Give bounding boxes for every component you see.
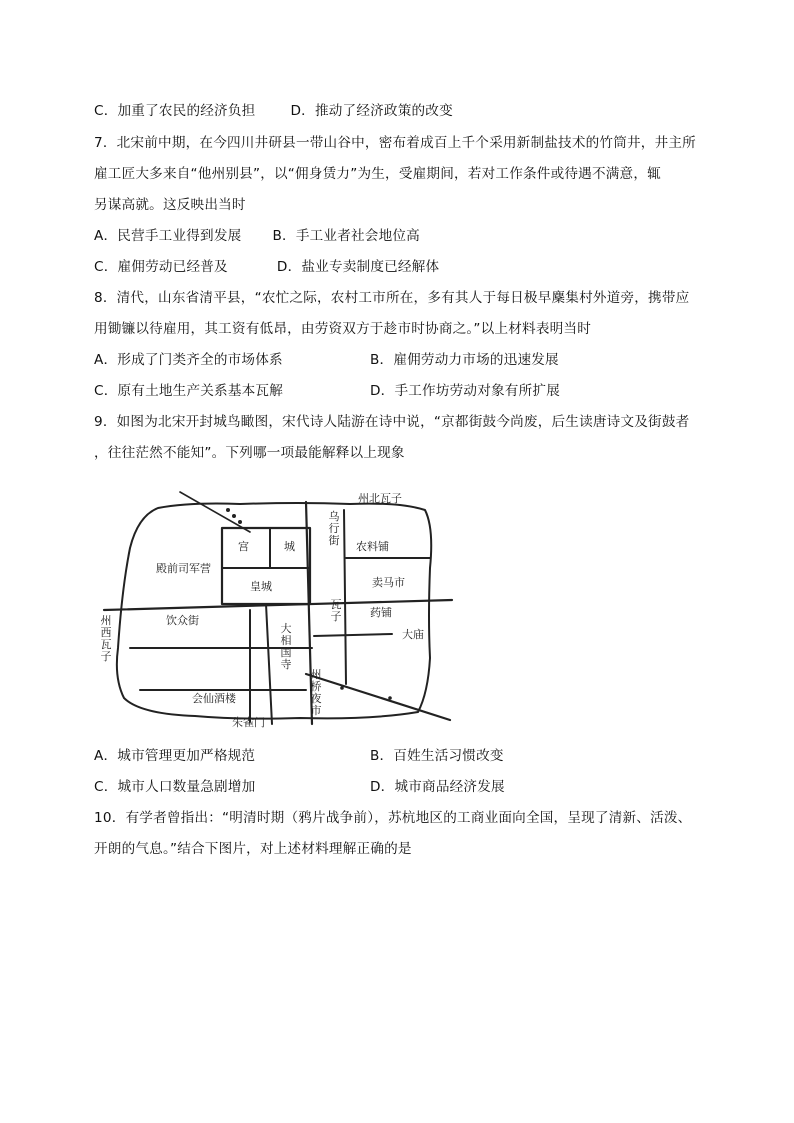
label-zhouxi-wazi: 州西瓦子 <box>100 614 112 663</box>
label-wuxing-jie <box>329 509 340 547</box>
q7-options-row-1 <box>94 226 420 246</box>
label-huixian-jiulou: 会仙酒楼 <box>192 692 236 705</box>
street-main-east-west <box>104 600 452 610</box>
label-zhouqiao-yeshi: 州桥夜市 <box>310 668 322 717</box>
q7-option-d: D．盐业专卖制度已经解体 <box>276 259 440 275</box>
q6-option-d: D．推动了经济政策的改变 <box>290 103 453 119</box>
street-wuxing <box>344 510 346 684</box>
label-maima-shi: 卖马市 <box>372 576 405 589</box>
q8-option-d: D．手工作坊劳动对象有所扩展 <box>370 383 560 399</box>
q6-options <box>94 101 453 121</box>
q9-option-d: D．城市商品经济发展 <box>370 779 505 795</box>
label-zhoubei-wazi: 州北瓦子 <box>358 492 402 505</box>
label-da-xiangguo-si: 大相国寺 <box>280 622 292 671</box>
label-huangcheng: 皇城 <box>250 580 272 593</box>
street-north-south-west <box>266 604 272 724</box>
q9-option-c: C．城市人口数量急剧增加 <box>94 779 256 795</box>
q8-stem-line-2: 用锄镰以待雇用，其工资有低昂，由劳资双方于趁市时协商之。”以上材料表明当时 <box>94 321 592 337</box>
q7-option-a: A．民营手工业得到发展 <box>94 228 242 244</box>
q7-stem-line-2: 雇工匠大多来自“他州别县”，以“佣身赁力”为生，受雇期间，若对工作条件或待遇不满意，辄 <box>94 166 661 182</box>
river-bianhe <box>180 492 250 532</box>
q7-option-b: B．手工业者社会地位高 <box>272 228 420 244</box>
q10-stem-line-1: 10．有学者曾指出：“明清时期（鸦片战争前），苏杭地区的工商业面向全国，呈现了清新、活泼、 <box>94 810 692 826</box>
q7-option-c: C．雇佣劳动已经普及 <box>94 259 228 275</box>
label-yao-pu: 药铺 <box>370 606 392 619</box>
label-da-miao: 大庙 <box>402 628 424 641</box>
label-wazi: 瓦子 <box>330 598 342 623</box>
q7-options-row-2 <box>94 257 439 277</box>
label-yinzhong-jie: 饮众街 <box>166 614 199 627</box>
q9-stem-line-2: ，往往茫然不能知”。下列哪一项最能解释以上现象 <box>94 445 405 461</box>
svg-text:乌行街: 乌行街 <box>328 510 340 547</box>
label-nongliao-pu: 农料铺 <box>356 540 389 553</box>
q8-stem-line-1: 8．清代，山东省清平县，“农忙之际，农村工市所在，多有其人于每日极早麇集村外道旁，携带应 <box>94 290 690 306</box>
q6-option-c: C．加重了农民的经济负担 <box>94 103 256 119</box>
q7-stem-line-1: 7．北宋前中期，在今四川井研县一带山谷中，密布着成百上千个采用新制盐技术的竹筒井，井主所 <box>94 135 696 151</box>
label-zhuque-men: 朱雀门 <box>232 716 265 728</box>
q8-option-a: A．形成了门类齐全的市场体系 <box>94 352 283 368</box>
label-cheng: 城 <box>284 540 295 553</box>
q8-option-c: C．原有土地生产关系基本瓦解 <box>94 383 284 399</box>
q10-stem-line-2: 开朗的气息。”结合下图片，对上述材料理解正确的是 <box>94 841 412 857</box>
q9-option-b: B．百姓生活习惯改变 <box>370 748 504 764</box>
label-dianqiansi-junying: 殿前司军营 <box>156 562 211 575</box>
q9-option-a: A．城市管理更加严格规范 <box>94 748 256 764</box>
q9-stem-line-1: 9．如图为北宋开封城鸟瞰图，宋代诗人陆游在诗中说，“京都街鼓今尚废，后生读唐诗文及街鼓者 <box>94 414 690 430</box>
q7-stem-line-3: 另谋高就。这反映出当时 <box>94 197 246 213</box>
label-gong: 宫 <box>238 540 249 553</box>
kaifeng-city-map <box>100 488 454 728</box>
q8-option-b: B．雇佣劳动力市场的迅速发展 <box>370 352 559 368</box>
